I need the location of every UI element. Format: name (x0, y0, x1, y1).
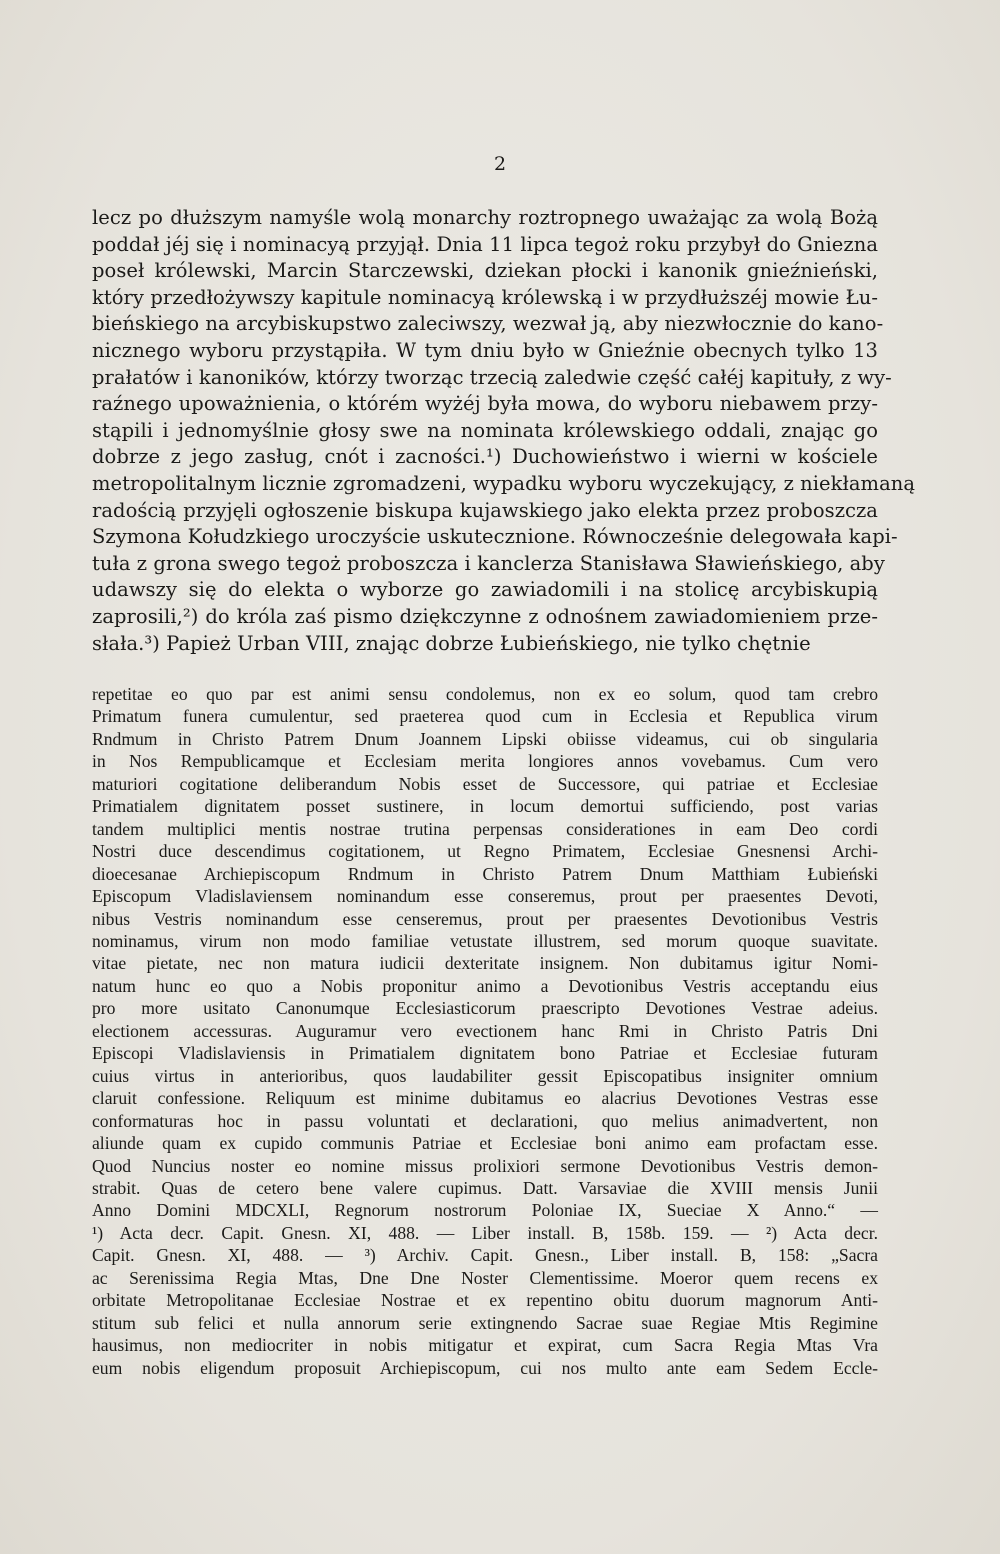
footnote-line: Primatialem dignitatem posset sustinere, in locum demortui sufficiendo, post varias (92, 796, 878, 817)
main-text-line: nicznego wyboru przystąpiła. W tym dniu było w Gnieźnie obecnych tylko 13 (92, 338, 878, 362)
footnotes-block (92, 683, 878, 1379)
footnote-line: strabit. Quas de cetero bene valere cupimus. Datt. Varsaviae die XVIII mensis Junii (92, 1177, 878, 1198)
footnote-line: eum nobis eligendum proposuit Archiepiscopum, cui nos multo ante eam Sedem Eccle- (92, 1357, 878, 1378)
page-number: 2 (493, 153, 507, 175)
main-text-line: poddał jéj się i nominacyą przyjął. Dnia 11 lipca tegoż roku przybył do Gniezna (92, 232, 878, 256)
main-text-line: tuła z grona swego tegoż proboszcza i kanclerza Stanisława Sławieńskiego, aby (92, 551, 885, 575)
footnote-line: Primatum funera cumulentur, sed praeterea quod cum in Ecclesia et Republica virum (92, 706, 878, 727)
footnote-line: Episcopi Vladislaviensis in Primatialem dignitatem bono Patriae et Ecclesiae futuram (92, 1043, 878, 1064)
footnote-line: Nostri duce descendimus cogitationem, ut Regno Primatem, Ecclesiae Gnesnensi Archi- (92, 841, 878, 862)
footnote-line: Quod Nuncius noster eo nomine missus prolixiori sermone Devotionibus Vestris demon- (92, 1155, 878, 1176)
main-text-line: udawszy się do elekta o wyborze go zawiadomili i na stolicę arcybiskupią (92, 578, 878, 602)
main-text-line: dobrze z jego zasług, cnót i zacności.¹) Duchowieństwo i wierni w kościele (92, 445, 878, 469)
footnote-line: repetitae eo quo par est animi sensu condolemus, non ex eo solum, quod tam crebro (92, 684, 878, 704)
footnote-line: hausimus, non mediocriter in nobis mitigatur et expirat, cum Sacra Regia Mtas Vra (92, 1335, 878, 1356)
footnote-line: claruit confessione. Reliquum est minime dubitamus eo alacrius Devotiones Vestras esse (92, 1088, 878, 1109)
main-text-line: lecz po dłuższym namyśle wolą monarchy roztropnego uważając za wolą Bożą (92, 206, 878, 229)
footnote-line: in Nos Rempublicamque et Ecclesiam merita longiores annos vovebamus. Cum vero (92, 751, 878, 772)
footnote-line: dioecesanae Archiepiscopum Rndmum in Christo Patrem Dnum Matthiam Łubieński (92, 863, 878, 884)
footnote-line: Capit. Gnesn. XI, 488. — ³) Archiv. Capit. Gnesn., Liber install. B, 158: „Sacra (92, 1245, 878, 1266)
footnote-line: electionem accessuras. Auguramur vero evectionem hanc Rmi in Christo Patris Dni (92, 1020, 878, 1041)
main-text-line: radością przyjęli ogłoszenie biskupa kujawskiego jako elekta przez proboszcza (92, 498, 878, 522)
main-text-line: raźnego upoważnienia, o którém wyżéj była mowa, do wyboru niebawem przy- (92, 392, 878, 416)
footnote-line: nominamus, virum non modo familiae vetustate illustrem, sed morum quoque suavitate. (92, 930, 878, 951)
main-text-block (92, 205, 916, 657)
footnote-line: vitae pietate, nec non matura iudicii dexteritate insignem. Non dubitamus igitur Nomi- (92, 953, 878, 974)
footnote-line: natum hunc eo quo a Nobis proponitur animo a Devotionibus Vestris acceptandu eius (92, 975, 878, 996)
footnote-line: tandem multiplici mentis nostrae trutina perpensas considerationes in eam Deo cordi (92, 818, 878, 839)
footnote-line: pro more usitato Canonumque Ecclesiasticorum praescripto Devotiones Vestrae adeius. (92, 998, 878, 1019)
footnote-line: maturiori cogitatione deliberandum Nobis esset de Successore, qui patriae et Ecclesiae (92, 773, 878, 794)
footnote-line: nibus Vestris nominandum esse censeremus, prout per praesentes Devotionibus Vestris (92, 908, 878, 929)
footnote-line: Anno Domini MDCXLI, Regnorum nostrorum Poloniae IX, Sueciae X Anno.“ — (92, 1200, 878, 1221)
main-text-line: stąpili i jednomyślnie głosy swe na nominata królewskiego oddali, znając go (92, 418, 878, 442)
footnote-line: conformaturas hoc in passu voluntati et declarationi, quo melius animadvertent, non (92, 1110, 878, 1131)
main-text-line: metropolitalnym licznie zgromadzeni, wypadku wyboru wyczekujący, z niekłamaną (92, 471, 916, 495)
main-text-line: Szymona Kołudzkiego uroczyście uskutecznione. Równocześnie delegowała kapi- (92, 525, 898, 549)
footnote-line: Rndmum in Christo Patrem Dnum Joannem Lipski obiisse videamus, cui ob singularia (92, 728, 878, 749)
footnote-line: Episcopum Vladislaviensem nominandum esse conseremus, prout per praesentes Devoti, (92, 886, 878, 907)
main-text-line: poseł królewski, Marcin Starczewski, dziekan płocki i kanonik gnieźnieński, (92, 259, 878, 283)
main-text-line: słała.³) Papież Urban VIII, znając dobrze Łubieńskiego, nie tylko chętnie (92, 631, 811, 655)
footnote-line: ac Serenissima Regia Mtas, Dne Dne Noster Clementissime. Moeror quem recens ex (92, 1267, 878, 1288)
footnote-line: ¹) Acta decr. Capit. Gnesn. XI, 488. — Liber install. B, 158b. 159. — ²) Acta decr. (92, 1222, 878, 1243)
main-text-line: który przedłożywszy kapitule nominacyą królewską i w przydłuższéj mowie Łu- (92, 285, 878, 309)
main-text-line: prałatów i kanoników, którzy tworząc trzecią zaledwie część całéj kapituły, z wy- (92, 365, 892, 389)
main-text-line: zaprosili,²) do króla zaś pismo dziękczynne z odnośnem zawiadomieniem prze- (92, 604, 878, 628)
footnote-line: orbitate Metropolitanae Ecclesiae Nostrae et ex repentino obitu duorum magnorum Anti- (92, 1290, 878, 1311)
footnote-line: stitum sub felici et nulla annorum serie extingnendo Sacrae suae Regiae Mtis Regimine (92, 1312, 878, 1333)
footnote-line: cuius virtus in anterioribus, quos laudabiliter gessit Episcopatibus insigniter omnium (92, 1065, 878, 1086)
footnote-line: aliunde quam ex cupido communis Patriae et Ecclesiae boni animo eam profactam esse. (92, 1133, 878, 1154)
main-text-line: bieńskiego na arcybiskupstwo zaleciwszy, wezwał ją, aby niezwłocznie do kano- (92, 312, 884, 336)
